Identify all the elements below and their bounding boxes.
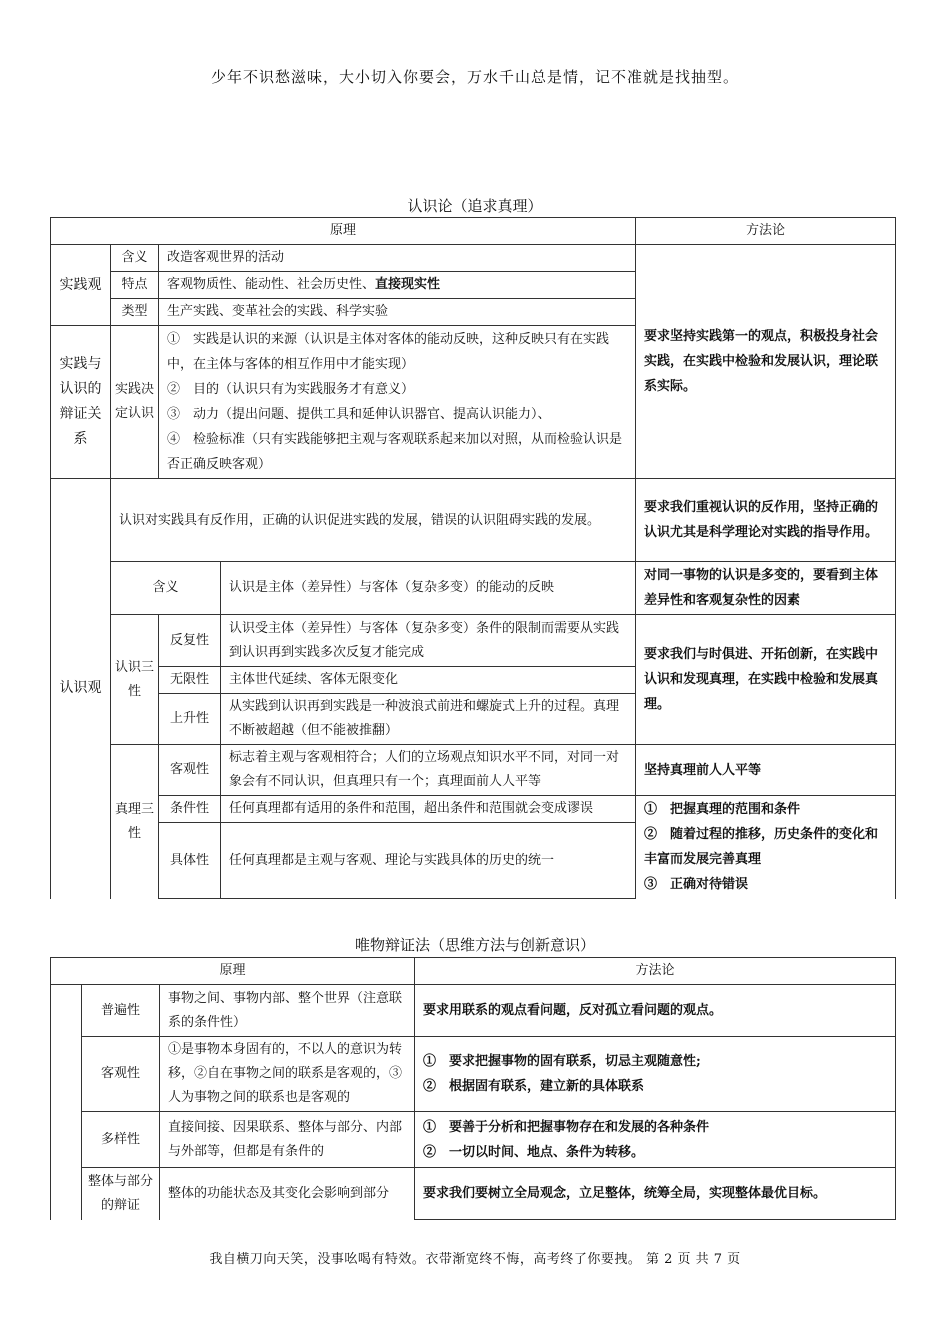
practice-feature-label: 特点 <box>111 272 159 299</box>
section-title-epistemology: 认识论（追求真理） <box>407 197 543 215</box>
method-diversity-item: ② 一切以时间、地点、条件为转移。 <box>423 1144 645 1160</box>
method-diversity <box>415 1112 896 1168</box>
category-practice: 实践观 <box>51 245 111 326</box>
page-header-quote: 少年不识愁滋味，大小切入你要会，万水千山总是情，记不准就是找抽型。 <box>210 68 739 86</box>
objectivity-label: 客观性 <box>82 1037 160 1112</box>
category-relation: 实践与认识的辩证关系 <box>51 326 111 479</box>
diversity-label: 多样性 <box>82 1112 160 1168</box>
method-diversity-item: ① 要善于分析和把握事物存在和发展的各种条件 <box>423 1119 710 1135</box>
col-header-principle-2: 原理 <box>51 958 415 985</box>
method-objectivity <box>415 1037 896 1112</box>
method-truth-item: ① 把握真理的范围和条件 <box>644 802 801 818</box>
upward-text: 从实践到认识再到实践是一种波浪式前进和螺旋式上升的过程。真理不断被超越（但不能被推翻） <box>221 694 636 745</box>
page-footer: 我自横刀向天笑，没事吆喝有特效。衣带渐宽终不悔，高考终了你要拽。 第 2 页 共 7 页 <box>209 1252 741 1267</box>
method-reaction: 要求我们重视认识的反作用，坚持正确的认识尤其是科学理论对实践的指导作用。 <box>636 479 896 562</box>
diversity-text: 直接间接、因果联系、整体与部分、内部与外部等，但都是有条件的 <box>160 1112 415 1168</box>
whole-part-label: 整体与部分的辩证 <box>82 1168 160 1220</box>
method-cog-meaning: 对同一事物的认识是多变的，要看到主体差异性和客观复杂性的因素 <box>636 562 896 615</box>
condition-label: 条件性 <box>159 796 221 823</box>
cog-meaning-label: 含义 <box>111 562 221 615</box>
method-truth <box>636 796 896 899</box>
method-objectivity-item: ② 根据固有联系，建立新的具体联系 <box>423 1079 645 1094</box>
decide-label: 实践决定认识 <box>111 326 159 479</box>
decide-item: ② 目的（认识只有为实践服务才有意义） <box>167 382 415 397</box>
three-label: 认识三性 <box>111 615 159 745</box>
practice-meaning-label: 含义 <box>111 245 159 272</box>
practice-type-label: 类型 <box>111 299 159 326</box>
method-truth-item: ② 随着过程的推移，历史条件的变化和丰富而发展完善真理 <box>644 827 879 868</box>
universal-text: 事物之间、事物内部、整个世界（注意联系的条件性） <box>160 985 415 1037</box>
method-whole-part: 要求我们要树立全局观念，立足整体，统筹全局，实现整体最优目标。 <box>415 1168 896 1220</box>
epistemology-table <box>50 217 896 899</box>
whole-part-text: 整体的功能状态及其变化会影响到部分 <box>160 1168 415 1220</box>
concrete-text: 任何真理都是主观与客观、理论与实践具体的历史的统一 <box>221 823 636 899</box>
method-truth-item: ③ 正确对待错误 <box>644 877 749 893</box>
method-three: 要求我们与时俱进、开拓创新，在实践中认识和发现真理，在实践中检验和发展真理。 <box>636 615 896 745</box>
practice-feature-text <box>159 272 636 299</box>
method-practice: 要求坚持实践第一的观点，积极投身社会实践，在实践中检验和发展认识，理论联系实际。 <box>636 245 896 479</box>
decide-item: ③ 动力（提出问题、提供工具和延伸认识器官、提高认识能力）、 <box>167 407 551 422</box>
method-universal: 要求用联系的观点看问题，反对孤立看问题的观点。 <box>415 985 896 1037</box>
concrete-label: 具体性 <box>159 823 221 899</box>
col-header-method: 方法论 <box>636 218 896 245</box>
objective-label: 客观性 <box>159 745 221 796</box>
practice-meaning-text: 改造客观世界的活动 <box>159 245 636 272</box>
repeat-text: 认识受主体（差异性）与客体（复杂多变）条件的限制而需要从实践到认识再到实践多次反复才能完成 <box>221 615 636 667</box>
section-title-dialectics: 唯物辩证法（思维方法与创新意识） <box>354 936 595 954</box>
feature-text: 客观物质性、能动性、社会历史性、 <box>167 277 376 292</box>
objectivity-text: ①是事物本身固有的，不以人的意识为转移，②自在事物之间的联系是客观的，③人为事物之间的联系也是客观的 <box>160 1037 415 1112</box>
condition-text: 任何真理都有适用的条件和范围，超出条件和范围就会变成谬误 <box>221 796 636 823</box>
practice-type-text: 生产实践、变革社会的实践、科学实验 <box>159 299 636 326</box>
truth-three-label: 真理三性 <box>111 745 159 899</box>
objective-text: 标志着主观与客观相符合；人们的立场观点知识水平不同，对同一对象会有不同认识，但真理只有一个；真理面前人人平等 <box>221 745 636 796</box>
universal-label: 普遍性 <box>82 985 160 1037</box>
repeat-label: 反复性 <box>159 615 221 667</box>
decide-item: ① 实践是认识的来源（认识是主体对客体的能动反映，这种反映只有在实践中，在主体与客体的相互作用中才能实现） <box>167 332 610 372</box>
decide-list <box>159 326 636 479</box>
feature-bold-text: 直接现实性 <box>375 277 441 292</box>
dialectics-table <box>50 957 896 1220</box>
category-cognition: 认识观 <box>51 479 111 899</box>
upward-label: 上升性 <box>159 694 221 745</box>
reaction-text: 认识对实践具有反作用，正确的认识促进实践的发展，错误的认识阻碍实践的发展。 <box>111 479 636 562</box>
infinite-label: 无限性 <box>159 667 221 694</box>
decide-item: ④ 检验标准（只有实践能够把主观与客观联系起来加以对照，从而检验认识是否正确反映客观） <box>167 432 623 472</box>
dialectics-category-cell <box>51 985 82 1220</box>
method-objectivity-item: ① 要求把握事物的固有联系，切忌主观随意性; <box>423 1054 701 1069</box>
col-header-principle: 原理 <box>51 218 636 245</box>
method-objective: 坚持真理前人人平等 <box>636 745 896 796</box>
infinite-text: 主体世代延续、客体无限变化 <box>221 667 636 694</box>
col-header-method-2: 方法论 <box>415 958 896 985</box>
cog-meaning-text: 认识是主体（差异性）与客体（复杂多变）的能动的反映 <box>221 562 636 615</box>
